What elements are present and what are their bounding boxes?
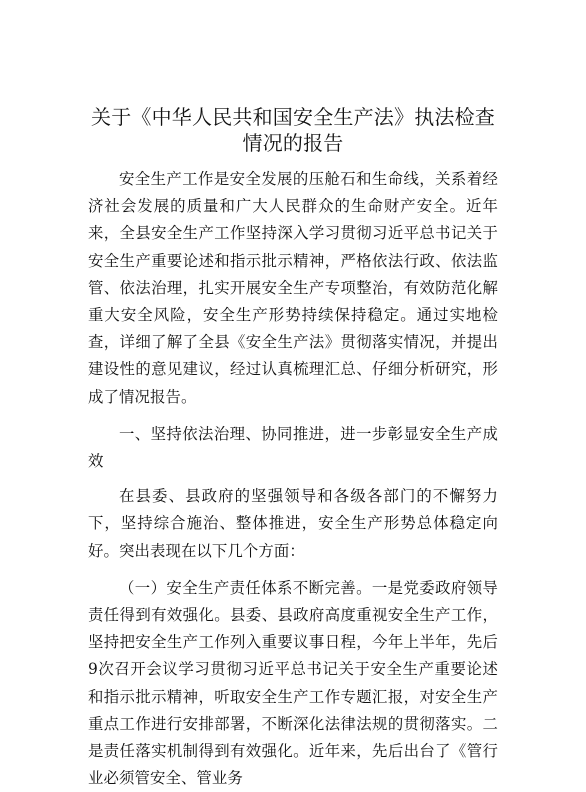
document-title bbox=[60, 104, 526, 156]
document-title-line-1: 关于《中华人民共和国安全生产法》执法检查 bbox=[91, 105, 495, 129]
intro-paragraph: 安全生产工作是安全发展的压舱石和生命线，关系着经济社会发展的质量和广大人民群众的生命财产安全。近年来，全县安全生产工作坚持深入学习贯彻习近平总书记关于安全生产重要论述和指示批示精神，严格依法行政、依法监管、依法治理，扎实开展安全生产专项整治，有效防范化解重大安全风险，安全生产形势持续保持稳定。通过实地检查，详细了解了全县《安全生产法》贯彻落实情况，并提出建设性的意见建议，经过认真梳理汇总、仔细分析研究，形成了情况报告。 bbox=[88, 170, 498, 406]
section-heading: 一、坚持依法治理、协同推进，进一步彰显安全生产成效 bbox=[88, 424, 498, 471]
subsection-paragraph: （一）安全生产责任体系不断完善。一是党委政府领导责任得到有效强化。县委、县政府高度重视安全生产工作，坚持把安全生产工作列入重要议事日程，今年上半年，先后9次召开会议学习贯彻习近平总书记关于安全生产重要论述和指示批示精神，听取安全生产工作专题汇报，对安全生产重点工作进行安排部署，不断深化法律法规的贯彻落实。二是责任落实机制得到有效强化。近年来，先后出台了《管行业必须管安全、管业务 bbox=[88, 578, 498, 788]
section-intro-paragraph: 在县委、县政府的坚强领导和各级各部门的不懈努力下，坚持综合施治、整体推进，安全生产形势总体稳定向好。突出表现在以下几个方面： bbox=[88, 487, 498, 560]
document-title-line-2: 情况的报告 bbox=[242, 131, 344, 155]
document-body bbox=[88, 166, 498, 792]
